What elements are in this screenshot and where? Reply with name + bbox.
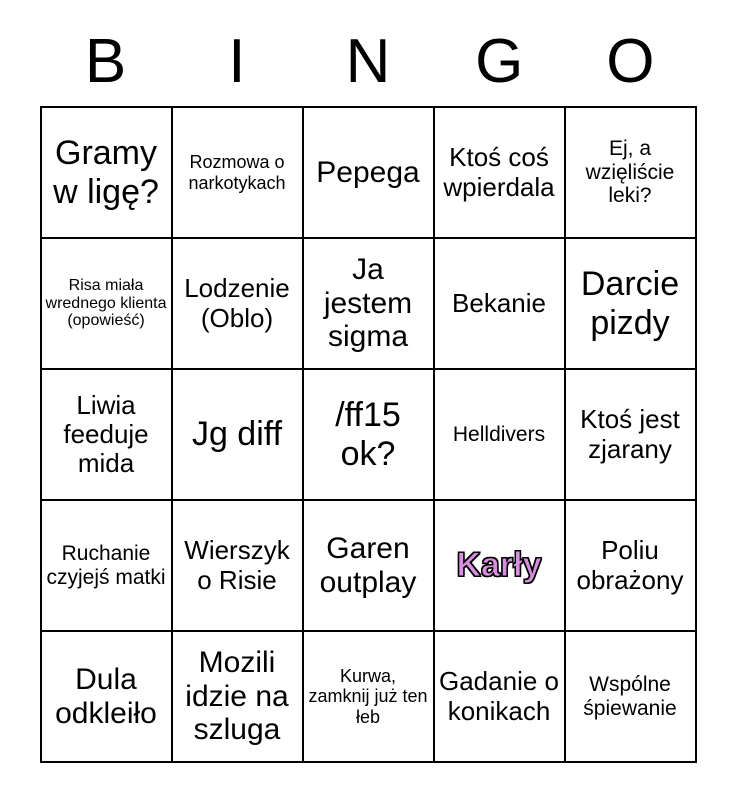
bingo-row [41, 369, 696, 500]
bingo-header [40, 0, 696, 98]
bingo-header-letter-i: I [228, 27, 246, 96]
bingo-cell-label: Ja jestem sigma [323, 253, 413, 354]
bingo-cell-label: Wierszyk o Risie [184, 535, 290, 595]
bingo-row [41, 500, 696, 631]
bingo-cell-label: Liwia feeduje mida [63, 389, 149, 479]
bingo-cell-label: Karły [456, 546, 542, 585]
bingo-cell[interactable] [172, 107, 303, 238]
bingo-cell[interactable] [303, 631, 434, 762]
bingo-cell-label: Garen outplay [319, 531, 417, 599]
bingo-cell-label: Lodzenie (Oblo) [184, 273, 290, 333]
bingo-cell[interactable] [41, 238, 172, 369]
bingo-row [41, 631, 696, 762]
bingo-header-letter-b: B [84, 27, 127, 96]
bingo-cell[interactable] [41, 369, 172, 500]
bingo-cell[interactable] [41, 631, 172, 762]
bingo-cell-label: Poliu obrażony [576, 535, 684, 595]
bingo-cell-highlighted[interactable] [434, 500, 565, 631]
bingo-cell-label: Gramy w ligę? [53, 134, 159, 211]
bingo-cell[interactable] [303, 107, 434, 238]
bingo-header-letter-g: G [475, 27, 524, 96]
bingo-cell[interactable] [565, 369, 696, 500]
bingo-cell-label: Bekanie [452, 287, 546, 318]
bingo-cell[interactable] [41, 107, 172, 238]
bingo-row [41, 238, 696, 369]
bingo-cell[interactable] [303, 238, 434, 369]
bingo-cell[interactable] [172, 631, 303, 762]
bingo-cell-label: Ruchanie czyjejś matki [46, 541, 166, 589]
bingo-row [41, 107, 696, 238]
bingo-cell[interactable] [434, 631, 565, 762]
bingo-cell[interactable] [172, 369, 303, 500]
bingo-cell[interactable] [434, 107, 565, 238]
bingo-cell[interactable] [172, 500, 303, 631]
bingo-cell[interactable] [303, 369, 434, 500]
bingo-cell[interactable] [565, 238, 696, 369]
bingo-cell-label: Risa miała wrednego klienta (opowieść) [45, 276, 167, 330]
bingo-header-letter-o: O [606, 27, 655, 96]
bingo-cell[interactable] [303, 500, 434, 631]
bingo-cell[interactable] [565, 500, 696, 631]
bingo-cell-label: Jg diff [191, 415, 283, 454]
bingo-cell-label: Ej, a wzięliście leki? [585, 137, 675, 208]
bingo-cell-label: Ktoś jest zjarany [580, 404, 680, 464]
bingo-cell-label: Kurwa, zamknij już ten łeb [308, 666, 428, 727]
bingo-cell-label: Ktoś coś wpierdala [443, 142, 555, 202]
bingo-cell[interactable] [434, 238, 565, 369]
bingo-cell[interactable] [565, 631, 696, 762]
bingo-cell-label: Darcie pizdy [580, 265, 680, 342]
bingo-cell-label: Wspólne śpiewanie [583, 672, 677, 720]
bingo-cell[interactable] [565, 107, 696, 238]
bingo-grid [40, 106, 697, 763]
bingo-cell[interactable] [434, 369, 565, 500]
bingo-cell[interactable] [172, 238, 303, 369]
bingo-cell-label: Gadanie o konikach [439, 666, 559, 726]
bingo-header-letter-n: N [345, 27, 391, 96]
bingo-cell-label: Dula odkleiło [55, 662, 157, 730]
bingo-cell-label: Helldivers [452, 422, 546, 446]
bingo-cell[interactable] [41, 500, 172, 631]
bingo-cell-label: Mozili idzie na szluga [185, 646, 289, 747]
bingo-cell-label: /ff15 ok? [335, 396, 401, 473]
bingo-cell-label: Pepega [316, 155, 420, 189]
bingo-cell-label: Rozmowa o narkotykach [188, 152, 286, 193]
